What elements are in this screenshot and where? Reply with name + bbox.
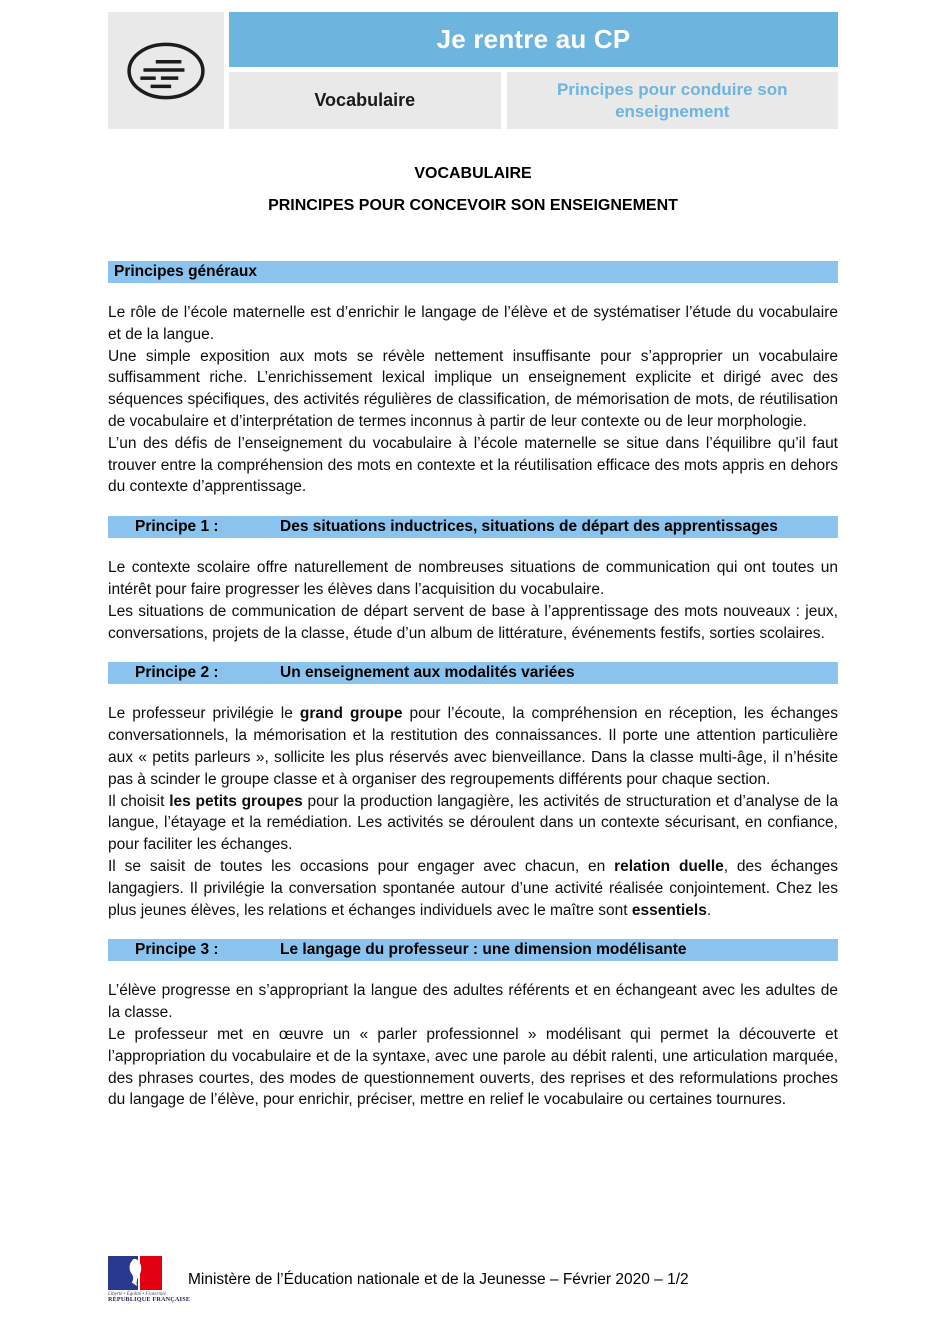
republique-francaise-logo — [108, 1256, 191, 1303]
banner-title: Je rentre au CP — [229, 12, 838, 67]
page-footer — [108, 1256, 689, 1303]
tab-vocabulaire: Vocabulaire — [229, 72, 501, 129]
paragraph: Le professeur privilégie le grand groupe pour l’écoute, la compréhension en réception, les échanges conversationnels, la mémorisation et la restitution des connaissances. Il porte une attention particulière aux « petits parleurs », sollicite les plus réservés avec bienveillance. Dans la classe multi-âge, il n’hésite pas à scinder le groupe classe et à organiser des regroupements différents pour chaque section. — [108, 705, 838, 788]
section-label: Principe 1 : — [135, 518, 219, 536]
paragraph: Les situations de communication de départ servent de base à l’apprentissage des mots nouveaux : jeux, conversations, projets de la classe, étude d’un album de littérature, événements festifs, sorties scolaires. — [108, 602, 838, 642]
section-header-principe-2 — [108, 662, 838, 684]
doc-title-line2: PRINCIPES POUR CONCEVOIR SON ENSEIGNEMENT — [268, 197, 678, 214]
paragraph: L’un des défis de l’enseignement du vocabulaire à l’école maternelle se situe dans l’équilibre qu’il faut trouver entre la compréhension des mots en contexte et la réutilisation efficace des mots appris en dehors du contexte d’apprentissage. — [108, 434, 838, 496]
section-body-principe-1 — [108, 557, 838, 644]
section-title: Principes généraux — [114, 263, 258, 280]
marianne-silhouette-icon — [125, 1257, 147, 1288]
logo-motto: Liberté • Égalité • Fraternité — [108, 1292, 166, 1297]
section-header-principe-1 — [108, 516, 838, 538]
text-lines-oval-icon — [125, 39, 207, 103]
paragraph: Le rôle de l’école maternelle est d’enrichir le langage de l’élève et de systématiser l’étude du vocabulaire et de la langue. — [108, 304, 838, 343]
paragraph: Une simple exposition aux mots se révèle nettement insuffisante pour s’approprier un vocabulaire suffisamment riche. L’enrichissement lexical implique un enseignement explicite et dirigé avec des séquences spécifiques, des activités régulières de classification, de mémorisation de mots, de réutilisation de vocabulaire et d’interprétation de termes inconnus à partir de leur contexte ou de leur morphologie. — [108, 347, 838, 430]
section-title: Des situations inductrices, situations de départ des apprentissages — [280, 518, 778, 536]
section-title: Un enseignement aux modalités variées — [280, 664, 575, 682]
section-header-principes-generaux — [108, 261, 838, 283]
section-label: Principe 2 : — [135, 664, 219, 682]
section-label: Principe 3 : — [135, 941, 219, 959]
section-body-principes-generaux — [108, 302, 838, 498]
document-header — [108, 12, 838, 129]
doc-title-line1: VOCABULAIRE — [414, 165, 532, 182]
paragraph: Le contexte scolaire offre naturellement de nombreuses situations de communication qui ont toutes un intérêt pour faire progresser les élèves dans l’acquisition du vocabulaire. — [108, 559, 838, 598]
section-body-principe-3 — [108, 980, 838, 1111]
paragraph: Le professeur met en œuvre un « parler professionnel » modélisant qui permet la découverte et l’appropriation du vocabulaire et de la syntaxe, avec une parole au débit ralenti, une articulation marquée, des phrases courtes, des modes de questionnement ouverts, des reprises et des reformulations proches du langage de l’élève, pour enrichir, préciser, mettre en relief le vocabulaire ou certaines tournures. — [108, 1025, 838, 1109]
paragraph: Il se saisit de toutes les occasions pour engager avec chacun, en relation duelle, des échanges langagiers. Il privilégie la conversation spontanée autour d’une activité réalisée conjointement. Chez les plus jeunes élèves, les relations et échanges individuels avec le maître sont essentiels. — [108, 857, 838, 919]
section-header-principe-3 — [108, 939, 838, 961]
header-right-column — [229, 12, 838, 129]
section-body-principe-2 — [108, 703, 838, 921]
section-title: Le langage du professeur : une dimension modélisante — [280, 941, 687, 959]
tab-principes-conduire: Principes pour conduire son enseignement — [507, 72, 839, 129]
paragraph: Il choisit les petits groupes pour la production langagière, les activités de structuration et d’analyse de la langue, l’étayage et la remédiation. Les activités se déroulent dans un contexte sécurisant, en confiance, pour faciliter les échanges. — [108, 792, 838, 854]
footer-text: Ministère de l’Éducation nationale et de la Jeunesse – Février 2020 – 1/2 — [188, 1270, 689, 1288]
logo-caption: RÉPUBLIQUE FRANÇAISE — [108, 1297, 191, 1303]
french-flag-icon — [108, 1256, 164, 1290]
header-tabs — [229, 72, 838, 129]
program-logo-box — [108, 12, 224, 129]
paragraph: L’élève progresse en s’appropriant la langue des adultes référents et en échangeant avec les adultes de la classe. — [108, 982, 838, 1022]
